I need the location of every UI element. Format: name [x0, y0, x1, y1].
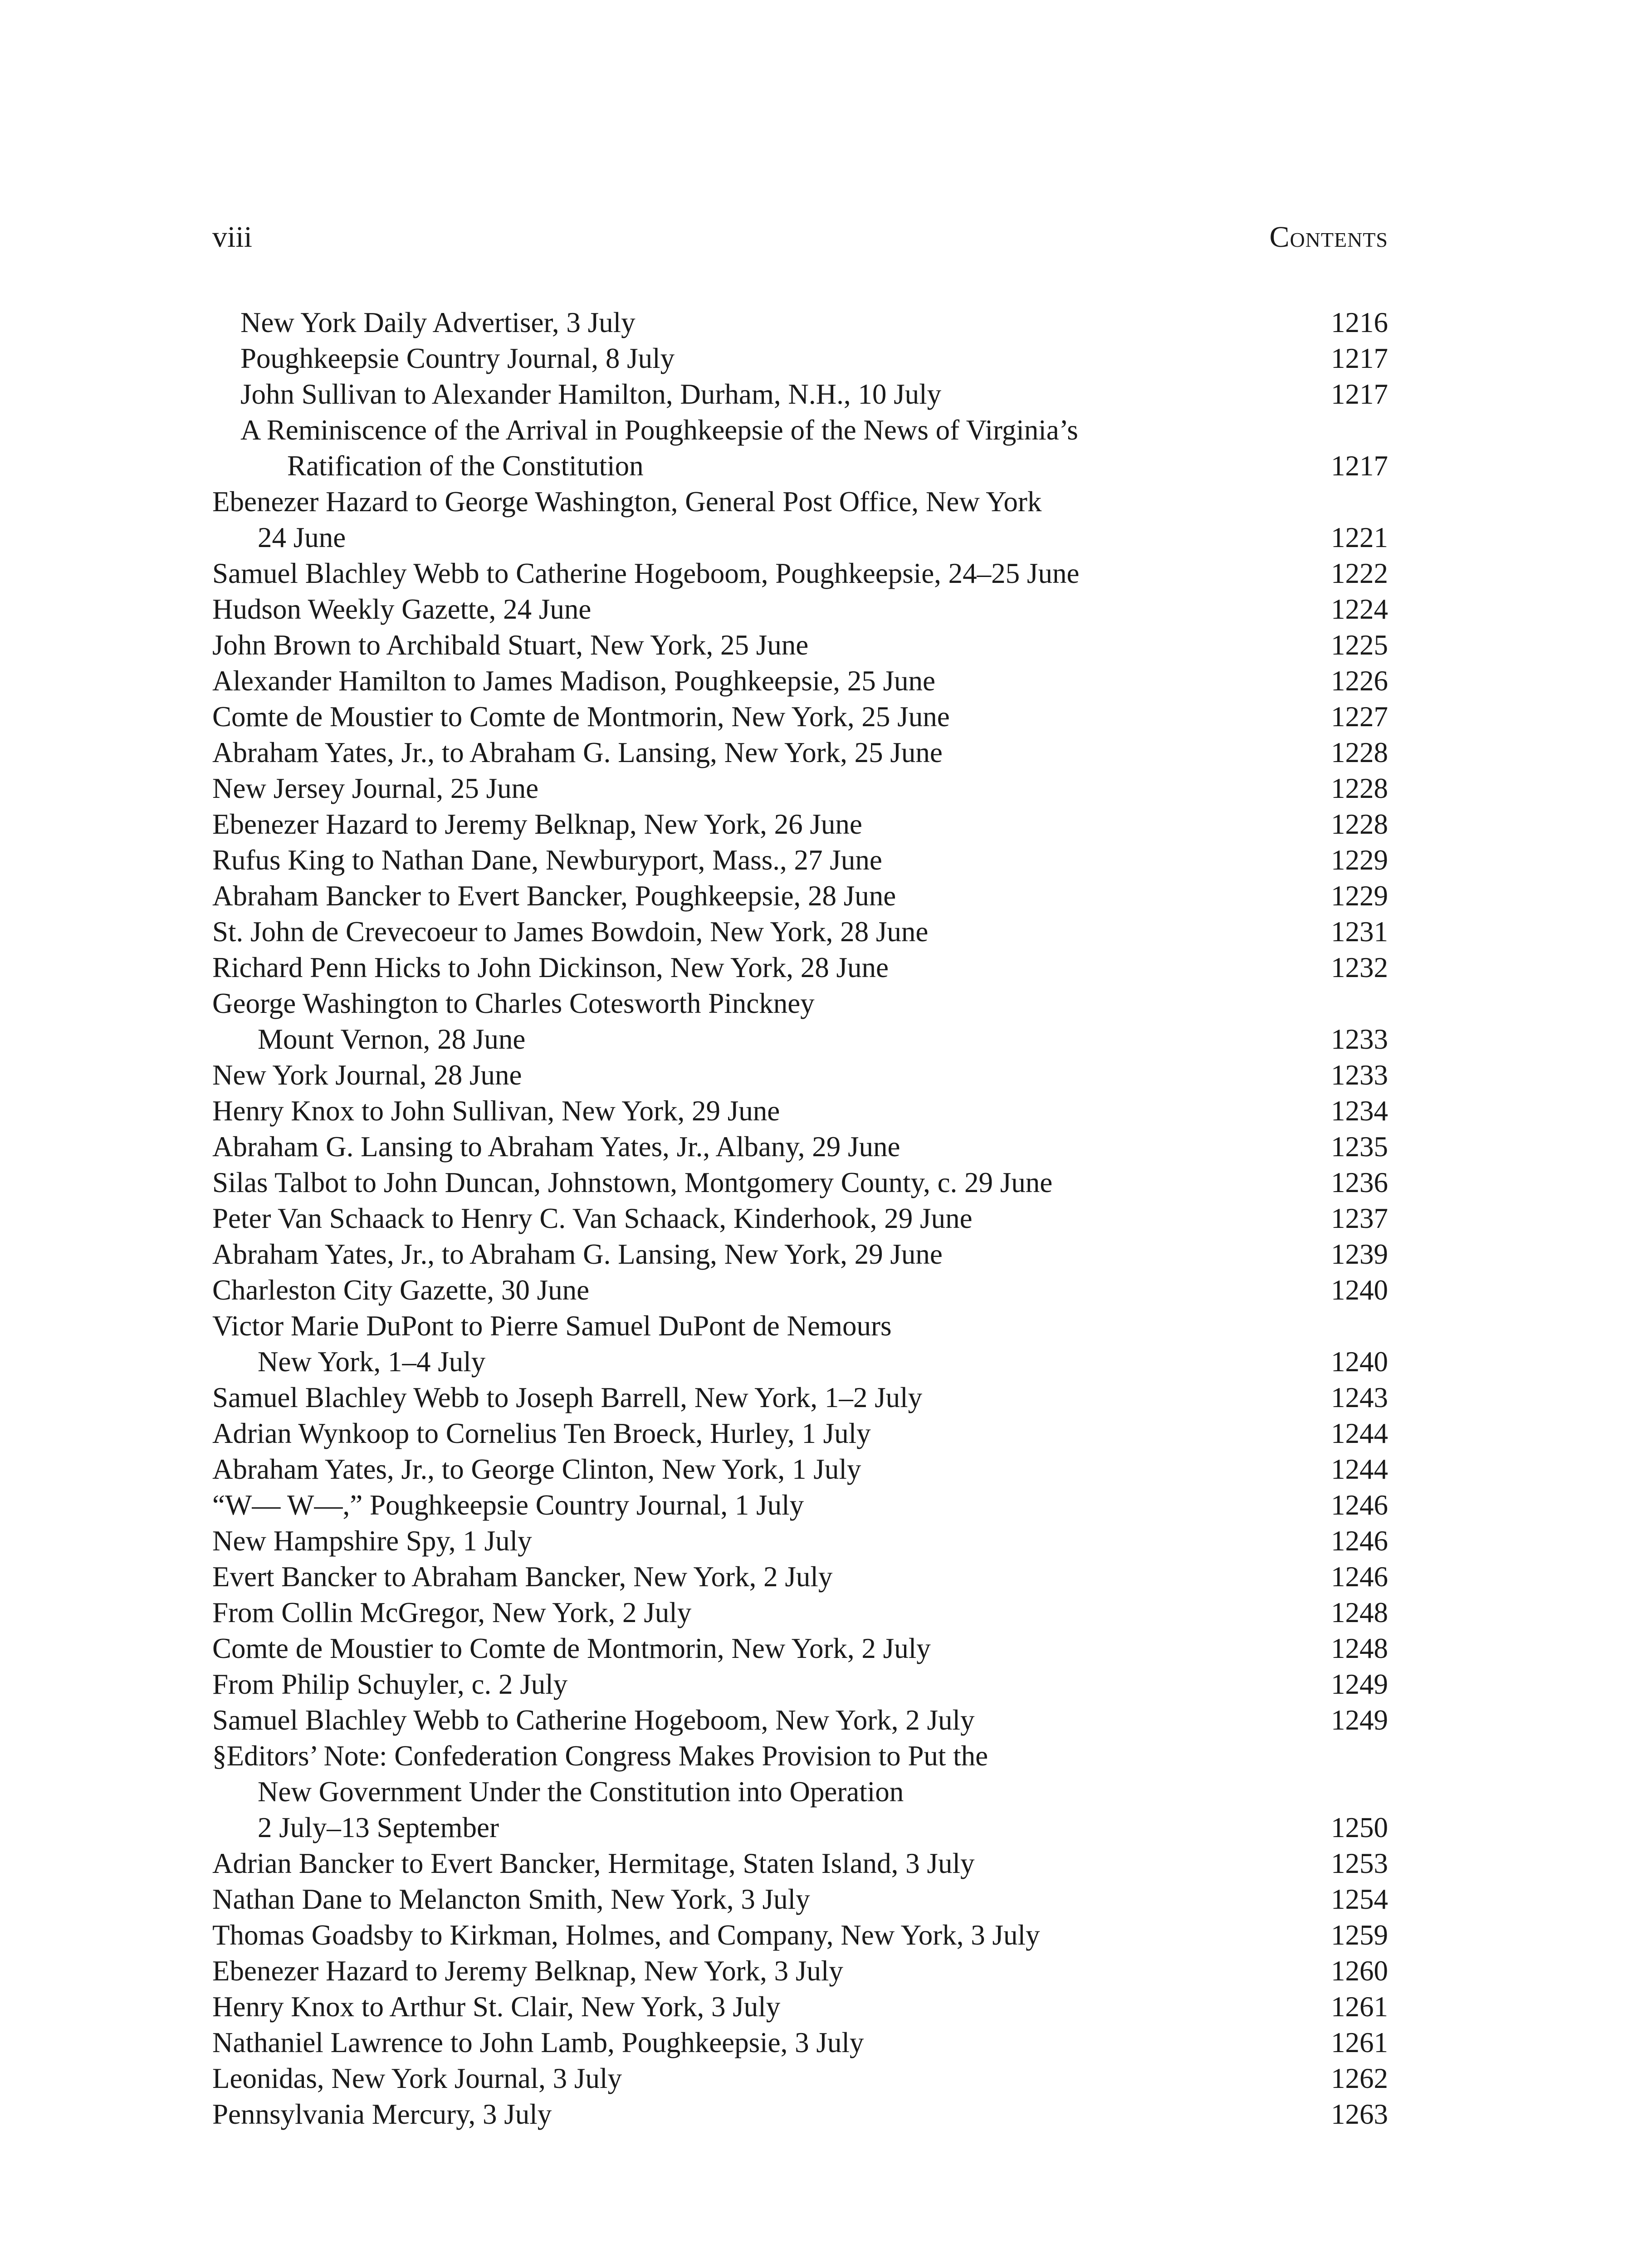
toc-entry-page: 1229 — [1331, 880, 1388, 912]
toc-entry — [212, 950, 1388, 986]
toc-entry — [212, 341, 1388, 376]
toc-entry-continuation — [212, 1810, 1388, 1846]
toc-entry-page: 1249 — [1331, 1704, 1388, 1736]
toc-entry-page: 1249 — [1331, 1668, 1388, 1700]
page-number: viii — [212, 220, 253, 254]
toc-entry — [212, 878, 1388, 914]
toc-entry — [212, 1165, 1388, 1201]
toc-entry — [212, 412, 1388, 448]
toc-entry-page: 1235 — [1331, 1131, 1388, 1163]
toc-entry-title: Abraham G. Lansing to Abraham Yates, Jr., Albany, 29 June — [212, 1131, 900, 1163]
toc-entry-page: 1224 — [1331, 593, 1388, 625]
toc-entry — [212, 556, 1388, 591]
toc-entry-page: 1253 — [1331, 1848, 1388, 1879]
toc-entry-page: 1248 — [1331, 1633, 1388, 1664]
toc-entry-title: Ebenezer Hazard to Jeremy Belknap, New York, 3 July — [212, 1955, 843, 1987]
toc-entry — [212, 735, 1388, 771]
toc-entry-title: John Brown to Archibald Stuart, New York, 25 June — [212, 629, 809, 661]
toc-entry — [212, 484, 1388, 520]
toc-entry-continuation — [212, 1774, 1388, 1810]
toc-entry — [212, 1702, 1388, 1738]
toc-entry — [212, 1846, 1388, 1882]
toc-entry-title: Ratification of the Constitution — [287, 450, 644, 482]
toc-entry-title: Richard Penn Hicks to John Dickinson, New York, 28 June — [212, 952, 889, 983]
toc-entry — [212, 1093, 1388, 1129]
toc-entry-title: 24 June — [258, 522, 346, 553]
toc-entry — [212, 1667, 1388, 1702]
toc-entry-page: 1228 — [1331, 808, 1388, 840]
toc-entry — [212, 1308, 1388, 1344]
toc-entry — [212, 2025, 1388, 2061]
toc-entry — [212, 1917, 1388, 1953]
toc-entry — [212, 1416, 1388, 1452]
toc-entry-title: 2 July–13 September — [258, 1812, 499, 1843]
toc-entry-title: §Editors’ Note: Confederation Congress Makes Provision to Put the — [212, 1740, 988, 1772]
toc-entry-title: Adrian Wynkoop to Cornelius Ten Broeck, Hurley, 1 July — [212, 1418, 871, 1449]
toc-entry — [212, 1595, 1388, 1631]
toc-entry — [212, 1738, 1388, 1774]
toc-entry-page: 1261 — [1331, 1991, 1388, 2023]
toc-entry-title: Nathaniel Lawrence to John Lamb, Poughkeepsie, 3 July — [212, 2027, 864, 2058]
toc-entry-title: George Washington to Charles Cotesworth Pinckney — [212, 987, 815, 1019]
toc-entry-title: Comte de Moustier to Comte de Montmorin, New York, 2 July — [212, 1633, 931, 1664]
toc-entry-title: Samuel Blachley Webb to Catherine Hogeboom, Poughkeepsie, 24–25 June — [212, 557, 1080, 589]
toc-entry-title: Pennsylvania Mercury, 3 July — [212, 2098, 552, 2130]
toc-entry — [212, 771, 1388, 807]
toc-entry-title: Ebenezer Hazard to George Washington, General Post Office, New York — [212, 486, 1042, 518]
toc-entry — [212, 842, 1388, 878]
toc-entry-title: New Hampshire Spy, 1 July — [212, 1525, 532, 1557]
toc-entry-page: 1246 — [1331, 1561, 1388, 1593]
toc-entry — [212, 986, 1388, 1022]
toc-entry — [212, 627, 1388, 663]
toc-entry-page: 1217 — [1331, 378, 1388, 410]
toc-entry-continuation — [212, 520, 1388, 556]
toc-entry-title: Henry Knox to John Sullivan, New York, 29 June — [212, 1095, 780, 1127]
toc-entry-page: 1240 — [1331, 1274, 1388, 1306]
toc-entry — [212, 1201, 1388, 1237]
toc-entry-title: “W— W—,” Poughkeepsie Country Journal, 1 July — [212, 1489, 804, 1521]
toc-entry-title: New Jersey Journal, 25 June — [212, 772, 539, 804]
toc-entry-title: New York Daily Advertiser, 3 July — [240, 307, 636, 338]
toc-entry-title: Hudson Weekly Gazette, 24 June — [212, 593, 592, 625]
toc-entry-page: 1216 — [1331, 307, 1388, 338]
toc-entry — [212, 2061, 1388, 2097]
toc-entry — [212, 1631, 1388, 1667]
toc-entry — [212, 663, 1388, 699]
contents-list — [212, 305, 1388, 2132]
toc-entry-page: 1262 — [1331, 2063, 1388, 2094]
running-head — [212, 217, 1388, 258]
toc-entry-page: 1233 — [1331, 1023, 1388, 1055]
toc-entry-title: Samuel Blachley Webb to Joseph Barrell, New York, 1–2 July — [212, 1382, 923, 1413]
toc-entry-title: Henry Knox to Arthur St. Clair, New York, 3 July — [212, 1991, 781, 2023]
toc-entry-title: Nathan Dane to Melancton Smith, New York, 3 July — [212, 1883, 810, 1915]
toc-entry-title: Abraham Yates, Jr., to George Clinton, New York, 1 July — [212, 1453, 861, 1485]
toc-entry-title: Abraham Bancker to Evert Bancker, Poughkeepsie, 28 June — [212, 880, 896, 912]
toc-entry-page: 1246 — [1331, 1489, 1388, 1521]
toc-entry-title: Abraham Yates, Jr., to Abraham G. Lansing, New York, 25 June — [212, 737, 943, 768]
toc-entry-continuation — [212, 448, 1388, 484]
toc-entry — [212, 305, 1388, 341]
toc-entry — [212, 699, 1388, 735]
toc-entry — [212, 2097, 1388, 2132]
toc-entry-title: Adrian Bancker to Evert Bancker, Hermitage, Staten Island, 3 July — [212, 1848, 975, 1879]
toc-entry-page: 1236 — [1331, 1167, 1388, 1198]
toc-entry-page: 1248 — [1331, 1597, 1388, 1628]
toc-entry — [212, 807, 1388, 842]
toc-entry-title: Comte de Moustier to Comte de Montmorin, New York, 25 June — [212, 701, 950, 733]
toc-entry-page: 1222 — [1331, 557, 1388, 589]
toc-entry-page: 1232 — [1331, 952, 1388, 983]
toc-entry — [212, 376, 1388, 412]
toc-entry-page: 1225 — [1331, 629, 1388, 661]
toc-entry-title: Abraham Yates, Jr., to Abraham G. Lansing, New York, 29 June — [212, 1238, 943, 1270]
toc-entry — [212, 1380, 1388, 1416]
toc-entry-title: Silas Talbot to John Duncan, Johnstown, Montgomery County, c. 29 June — [212, 1167, 1053, 1198]
toc-entry-title: Poughkeepsie Country Journal, 8 July — [240, 342, 675, 374]
toc-entry-page: 1217 — [1331, 342, 1388, 374]
toc-entry-title: Leonidas, New York Journal, 3 July — [212, 2063, 622, 2094]
toc-entry-page: 1239 — [1331, 1238, 1388, 1270]
toc-entry-title: Victor Marie DuPont to Pierre Samuel DuPont de Nemours — [212, 1310, 892, 1342]
toc-entry-title: From Collin McGregor, New York, 2 July — [212, 1597, 692, 1628]
toc-entry-page: 1234 — [1331, 1095, 1388, 1127]
toc-entry-page: 1246 — [1331, 1525, 1388, 1557]
toc-entry — [212, 1452, 1388, 1487]
toc-entry-page: 1261 — [1331, 2027, 1388, 2058]
toc-entry — [212, 1989, 1388, 2025]
toc-entry-title: Rufus King to Nathan Dane, Newburyport, Mass., 27 June — [212, 844, 882, 876]
toc-entry-page: 1228 — [1331, 737, 1388, 768]
toc-entry-page: 1244 — [1331, 1418, 1388, 1449]
toc-entry-page: 1263 — [1331, 2098, 1388, 2130]
toc-entry — [212, 1237, 1388, 1272]
toc-entry — [212, 914, 1388, 950]
toc-entry-title: Charleston City Gazette, 30 June — [212, 1274, 590, 1306]
toc-entry — [212, 1953, 1388, 1989]
toc-entry-page: 1254 — [1331, 1883, 1388, 1915]
toc-entry-title: John Sullivan to Alexander Hamilton, Durham, N.H., 10 July — [240, 378, 942, 410]
toc-entry-title: Evert Bancker to Abraham Bancker, New York, 2 July — [212, 1561, 833, 1593]
toc-entry — [212, 1487, 1388, 1523]
toc-entry — [212, 1523, 1388, 1559]
toc-entry-title: New York Journal, 28 June — [212, 1059, 522, 1091]
toc-entry-page: 1221 — [1331, 522, 1388, 553]
toc-entry-title: Alexander Hamilton to James Madison, Poughkeepsie, 25 June — [212, 665, 935, 697]
toc-entry-title: New Government Under the Constitution into Operation — [258, 1776, 904, 1808]
toc-entry-title: Ebenezer Hazard to Jeremy Belknap, New York, 26 June — [212, 808, 862, 840]
toc-entry-page: 1231 — [1331, 916, 1388, 948]
toc-entry-title: St. John de Crevecoeur to James Bowdoin, New York, 28 June — [212, 916, 929, 948]
toc-entry-page: 1227 — [1331, 701, 1388, 733]
toc-entry-page: 1233 — [1331, 1059, 1388, 1091]
toc-entry-page: 1217 — [1331, 450, 1388, 482]
toc-entry-page: 1260 — [1331, 1955, 1388, 1987]
toc-entry-page: 1229 — [1331, 844, 1388, 876]
toc-entry-page: 1243 — [1331, 1382, 1388, 1413]
toc-entry — [212, 1882, 1388, 1917]
toc-entry-continuation — [212, 1344, 1388, 1380]
toc-entry-title: Peter Van Schaack to Henry C. Van Schaack, Kinderhook, 29 June — [212, 1202, 973, 1234]
toc-entry-title: Samuel Blachley Webb to Catherine Hogeboom, New York, 2 July — [212, 1704, 975, 1736]
toc-entry — [212, 591, 1388, 627]
toc-entry — [212, 1057, 1388, 1093]
toc-entry-title: From Philip Schuyler, c. 2 July — [212, 1668, 568, 1700]
section-title: Contents — [1269, 220, 1388, 254]
toc-entry-title: Thomas Goadsby to Kirkman, Holmes, and Company, New York, 3 July — [212, 1919, 1040, 1951]
toc-entry-page: 1228 — [1331, 772, 1388, 804]
toc-entry-page: 1244 — [1331, 1453, 1388, 1485]
toc-entry-page: 1250 — [1331, 1812, 1388, 1843]
toc-entry-title: New York, 1–4 July — [258, 1346, 486, 1378]
toc-entry-page: 1237 — [1331, 1202, 1388, 1234]
toc-entry — [212, 1272, 1388, 1308]
toc-entry-page: 1259 — [1331, 1919, 1388, 1951]
toc-entry-title: A Reminiscence of the Arrival in Poughkeepsie of the News of Virginia’s — [240, 414, 1078, 446]
toc-entry — [212, 1129, 1388, 1165]
toc-entry-continuation — [212, 1022, 1388, 1057]
toc-entry-page: 1226 — [1331, 665, 1388, 697]
toc-entry-page: 1240 — [1331, 1346, 1388, 1378]
toc-entry-title: Mount Vernon, 28 June — [258, 1023, 526, 1055]
toc-entry — [212, 1559, 1388, 1595]
